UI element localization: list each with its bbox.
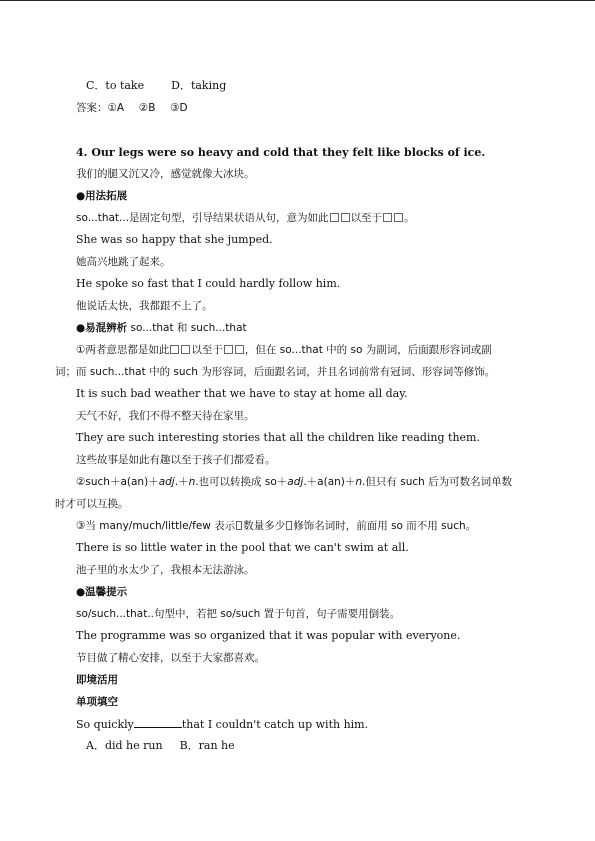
point-2-e: .但只有 such 后为可数名词单数 [362,476,513,488]
point-2-line-1 [76,475,512,489]
option-b: B．ran he [179,739,235,752]
blank-square-icon [235,345,244,354]
blank-square-icon [341,213,350,222]
item-translation: 我们的腿又沉又冷，感觉就像大冰块。 [76,168,255,180]
tip-heading: ●温馨提示 [76,586,128,598]
example-2-en: He spoke so fast that I could hardly follow him. [76,277,341,290]
options-cd [86,79,226,93]
point-1-b: 以至于 [191,344,223,356]
page-top-rule [0,0,595,1]
example-6-en: The programme was so organized that it was popular with everyone. [76,629,461,642]
blank-square-icon [383,213,392,222]
blank-square-icon [394,213,403,222]
example-4-cn: 这些故事是如此有趣以至于孩子们都爱看。 [76,454,276,466]
point-2-line-2: 时才可以互换。 [55,498,129,510]
point-3-c: 修饰名词时，前面用 so 而不用 such。 [293,520,477,532]
blank-square-icon [236,521,242,530]
point-2-n: n [188,476,196,488]
example-5-en: There is so little water in the pool that we can't swim at all. [76,541,409,554]
question-line [76,717,368,732]
point-2-a: ②such＋a(an)＋ [76,476,159,488]
blank-square-icon [286,521,292,530]
usage-heading: ●用法拓展 [76,190,128,202]
example-1-cn: 她高兴地跳了起来。 [76,256,171,268]
point-1-line-1 [76,343,492,357]
example-3-en: It is such bad weather that we have to stay at home all day. [76,387,408,400]
answer-2: ②B [138,102,156,114]
usage-text-c: 。 [404,212,415,224]
usage-text-a: so...that...是固定句型，引导结果状语从句，意为如此 [76,212,329,224]
answer-1: ①A [107,102,125,114]
point-3 [76,519,476,533]
point-1-line-2: 词；而 such...that 中的 such 为形容词，后面跟名词，并且名词前常有冠词、形容词等修饰。 [55,366,496,378]
point-1-c: ，但在 so...that 中的 so 为副词，后面跟形容词或副 [244,344,492,356]
usage-text [76,211,415,225]
answer-line [76,101,188,115]
point-2-n-2: n [355,476,363,488]
blank-square-icon [181,345,190,354]
option-a: A．did he run [86,739,163,752]
confuse-heading-topic: so...that 和 such...that [127,322,247,334]
example-4-en: They are such interesting stories that all the children like reading them. [76,431,480,444]
blank-square-icon [224,345,233,354]
question-stem-a: So quickly [76,718,134,731]
practice-heading: 即境活用 [76,674,118,686]
blank-square-icon [330,213,339,222]
options-ab [86,739,235,753]
tip-text: so/such...that..句型中，若把 so/such 置于句首，句子需要用倒装。 [76,608,401,620]
point-1-a: ①两者意思都是如此 [76,344,170,356]
single-choice-heading: 单项填空 [76,696,118,708]
confuse-heading-label: ●易混辨析 [76,322,128,334]
confuse-heading [76,321,247,335]
point-2-adj-2: adj [287,476,304,488]
example-2-cn: 他说话太快，我都跟不上了。 [76,300,213,312]
example-5-cn: 池子里的水太少了，我根本无法游泳。 [76,564,255,576]
example-6-cn: 节目做了精心安排，以至于大家都喜欢。 [76,652,265,664]
blank-square-icon [170,345,179,354]
point-2-adj: adj [158,476,175,488]
usage-text-b: 以至于 [350,212,383,224]
option-c: C．to take [86,79,145,92]
option-d: D．taking [171,79,227,92]
point-3-b: 数量多少 [243,520,286,532]
point-2-c: .也可以转换成 so＋ [195,476,288,488]
answer-3: ③D [170,102,188,114]
answer-label: 答案： [76,102,108,114]
point-2-d: .＋a(an)＋ [303,476,356,488]
example-1-en: She was so happy that she jumped. [76,233,273,246]
point-2-b: .＋ [174,476,189,488]
point-3-a: ③当 many/much/little/few 表示 [76,520,236,532]
answer-blank [134,717,182,728]
item-heading: 4. Our legs were so heavy and cold that they felt like blocks of ice. [76,146,486,159]
question-stem-b: that I couldn't catch up with him. [181,718,369,731]
example-3-cn: 天气不好，我们不得不整天待在家里。 [76,410,255,422]
